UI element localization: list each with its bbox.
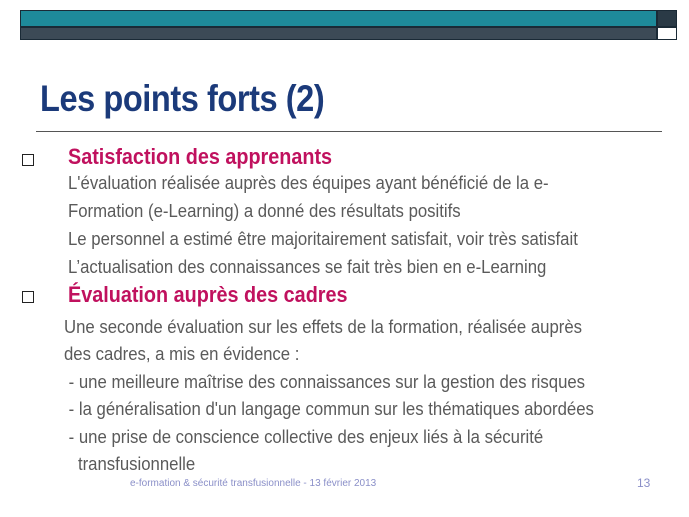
title-divider bbox=[36, 131, 662, 132]
square-bullet-icon bbox=[22, 154, 34, 166]
body-line: des cadres, a mis en évidence : bbox=[64, 344, 300, 364]
header-square bbox=[657, 10, 677, 27]
section-heading-satisfaction: Satisfaction des apprenants bbox=[68, 144, 333, 169]
body-line: - la généralisation d'un langage commun sur les thématiques abordées bbox=[64, 399, 594, 419]
section-heading-cadres: Évaluation auprès des cadres bbox=[68, 282, 348, 307]
body-line: transfusionnelle bbox=[64, 454, 196, 474]
slide-footer: e-formation & sécurité transfusionnelle - 13 février 2013 bbox=[130, 478, 377, 489]
slide-title: Les points forts (2) bbox=[40, 78, 325, 119]
body-line: - une prise de conscience collective des enjeux liés à la sécurité bbox=[64, 427, 544, 447]
body-line: L'évaluation réalisée auprès des équipes ayant bénéficié de la e- bbox=[68, 173, 549, 193]
header-square-outline bbox=[657, 27, 677, 40]
body-line: Le personnel a estimé être majoritairement satisfait, voir très satisfait bbox=[68, 229, 578, 249]
body-line: - une meilleure maîtrise des connaissances sur la gestion des risques bbox=[64, 372, 586, 392]
page-number: 13 bbox=[637, 476, 651, 490]
square-bullet-icon bbox=[22, 291, 34, 303]
body-line: L’actualisation des connaissances se fait très bien en e-Learning bbox=[68, 257, 547, 277]
body-line: Une seconde évaluation sur les effets de la formation, réalisée auprès bbox=[64, 317, 583, 337]
body-line: Formation (e-Learning) a donné des résultats positifs bbox=[68, 201, 461, 221]
header-band bbox=[20, 27, 657, 40]
header-bar bbox=[20, 10, 657, 27]
